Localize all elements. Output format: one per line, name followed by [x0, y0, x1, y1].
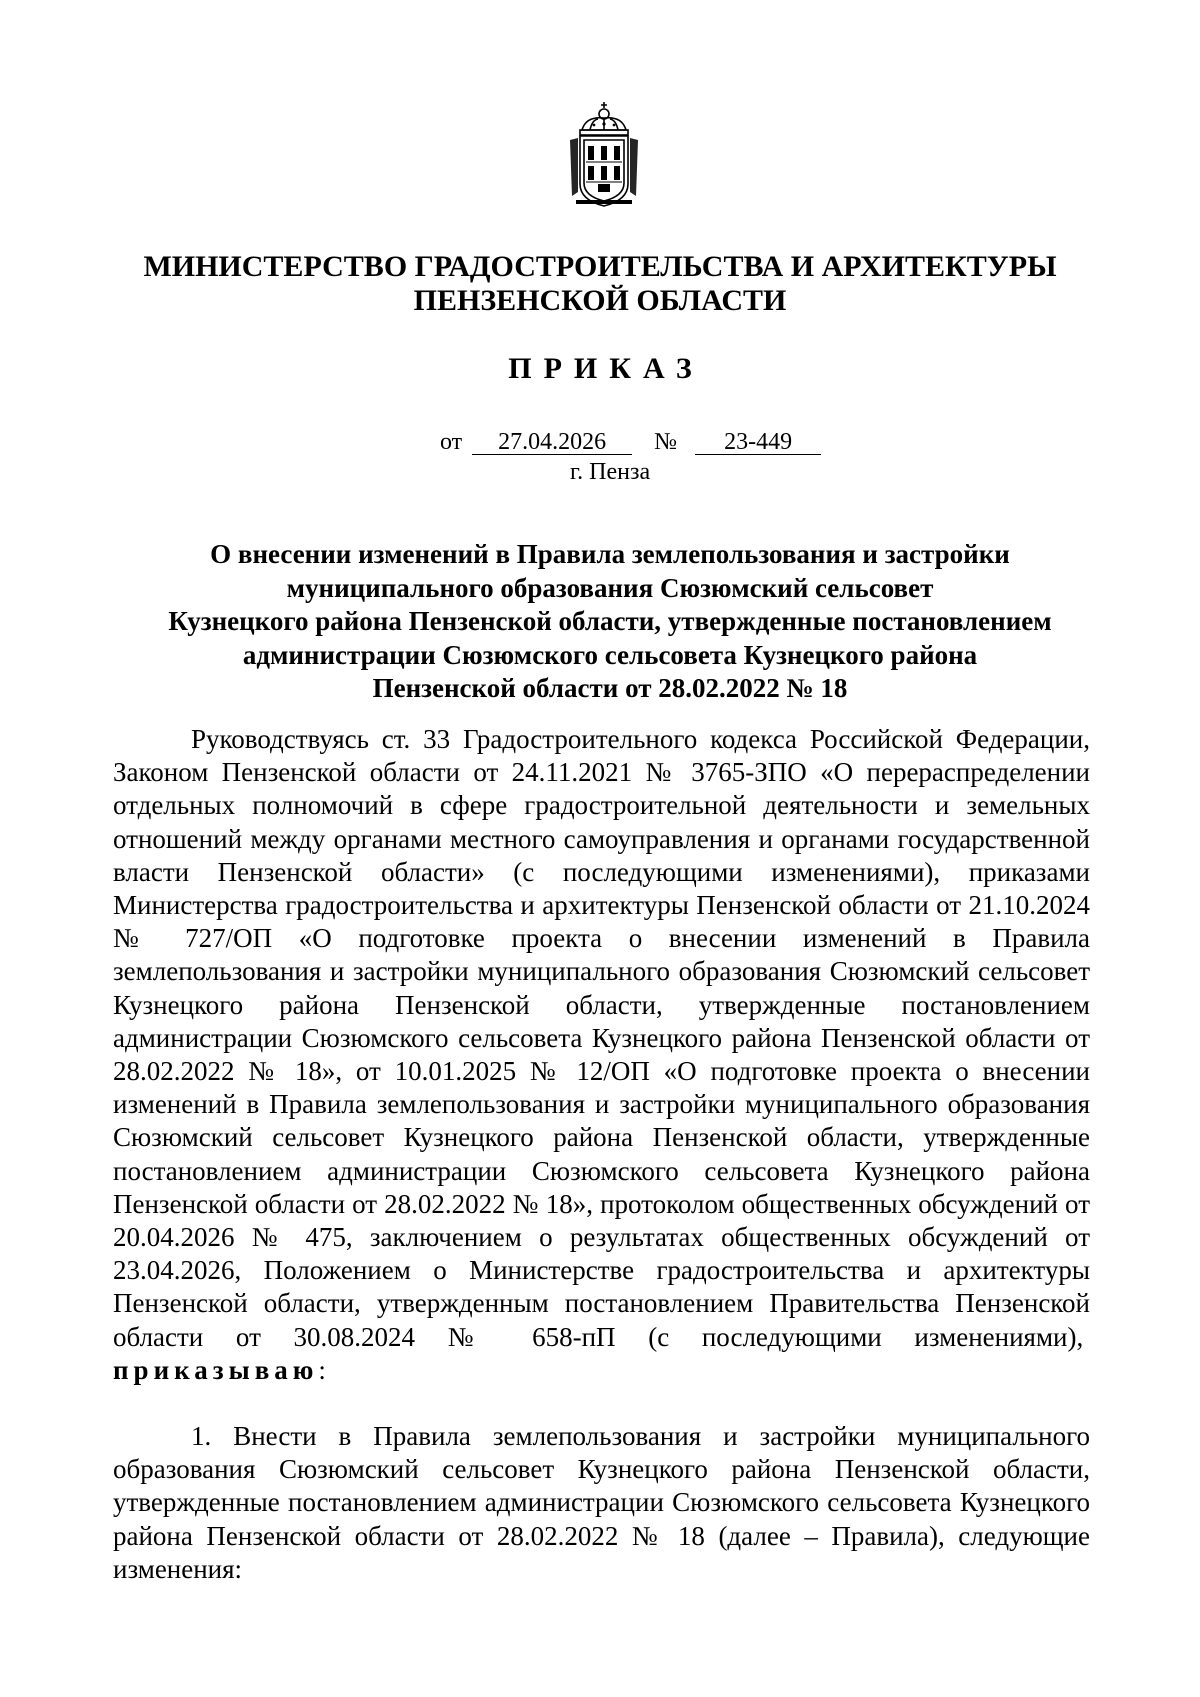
city-name: г. Пенза [570, 459, 651, 485]
ministry-name-line2: ПЕНЗЕНСКОЙ ОБЛАСТИ [413, 284, 787, 317]
ministry-name [0, 250, 1200, 318]
order-title: ПРИКАЗ [508, 352, 704, 385]
order-date: 27.04.2026 [472, 430, 632, 455]
number-label: № [654, 429, 678, 455]
order-number: 23-449 [695, 430, 821, 455]
subject-line1: О внесении изменений в Правила землепользования и застройки [210, 539, 1010, 569]
order-word: приказываю [113, 1354, 319, 1385]
subject-line5: Пензенской области от 28.02.2022 № 18 [372, 673, 848, 703]
order-dateline [440, 428, 821, 456]
preamble-text: Руководствуясь ст. 33 Градостроительного кодекса Российской Федерации, Законом Пензенской области от 24.11.2021 № 3765-ЗПО «О перераспределении отдельных полномочий в сфере градостроительной деятельности и земельных отношений между органами местного самоуправления и органами государственной власти Пензенской области» (с последующими изменениями), приказами Министерства градостроительства и архитектуры Пензенской области от 21.10.2024 № 727/ОП «О подготовке проекта о внесении изменений в Правила землепользования и застройки муниципального образования Сюзюмский сельсовет Кузнецкого района Пензенской области, утвержденные постановлением администрации Сюзюмского сельсовета Кузнецкого района Пензенской области от 28.02.2022 № 18», от 10.01.2025 № 12/ОП «О подготовке проекта о внесении изменений в Правила землепользования и застройки муниципального образования Сюзюмский сельсовет Кузнецкого района Пензенской области, утвержденные постановлением администрации Сюзюмского сельсовета Кузнецкого района Пензенской области от 28.02.2022 № 18», протоколом общественных обсуждений от 20.04.2026 № 475, заключением о результатах общественных обсуждений от 23.04.2026, Положением о Министерстве градостроительства и архитектуры Пензенской области, утвержденным постановлением Правительства Пензенской области от 30.08.2024 № 658-пП (с последующими изменениями), [113, 724, 1090, 1352]
order-subject [130, 538, 1090, 706]
item-1-text: 1. Внести в Правила землепользования и застройки муниципального образования Сюзюмский сельсовет Кузнецкого района Пензенской области, утвержденные постановлением администрации Сюзюмского сельсовета Кузнецкого района Пензенской области от 28.02.2022 № 18 (далее – Правила), следующие изменения: [113, 1421, 1090, 1584]
subject-line2: муниципального образования Сюзюмский сельсовет [286, 572, 934, 603]
subject-line4: администрации Сюзюмского сельсовета Кузнецкого района [242, 639, 978, 670]
date-prefix: от [440, 429, 463, 455]
order-colon: : [318, 1354, 326, 1385]
ministry-name-line1: МИНИСТЕРСТВО ГРАДОСТРОИТЕЛЬСТВА И АРХИТЕКТУРЫ [143, 250, 1057, 283]
preamble-paragraph [113, 723, 1090, 1387]
subject-line3: Кузнецкого района Пензенской области, утвержденные постановлением [168, 606, 1052, 636]
coat-of-arms-icon [568, 100, 640, 212]
item-1-paragraph [113, 1420, 1090, 1586]
